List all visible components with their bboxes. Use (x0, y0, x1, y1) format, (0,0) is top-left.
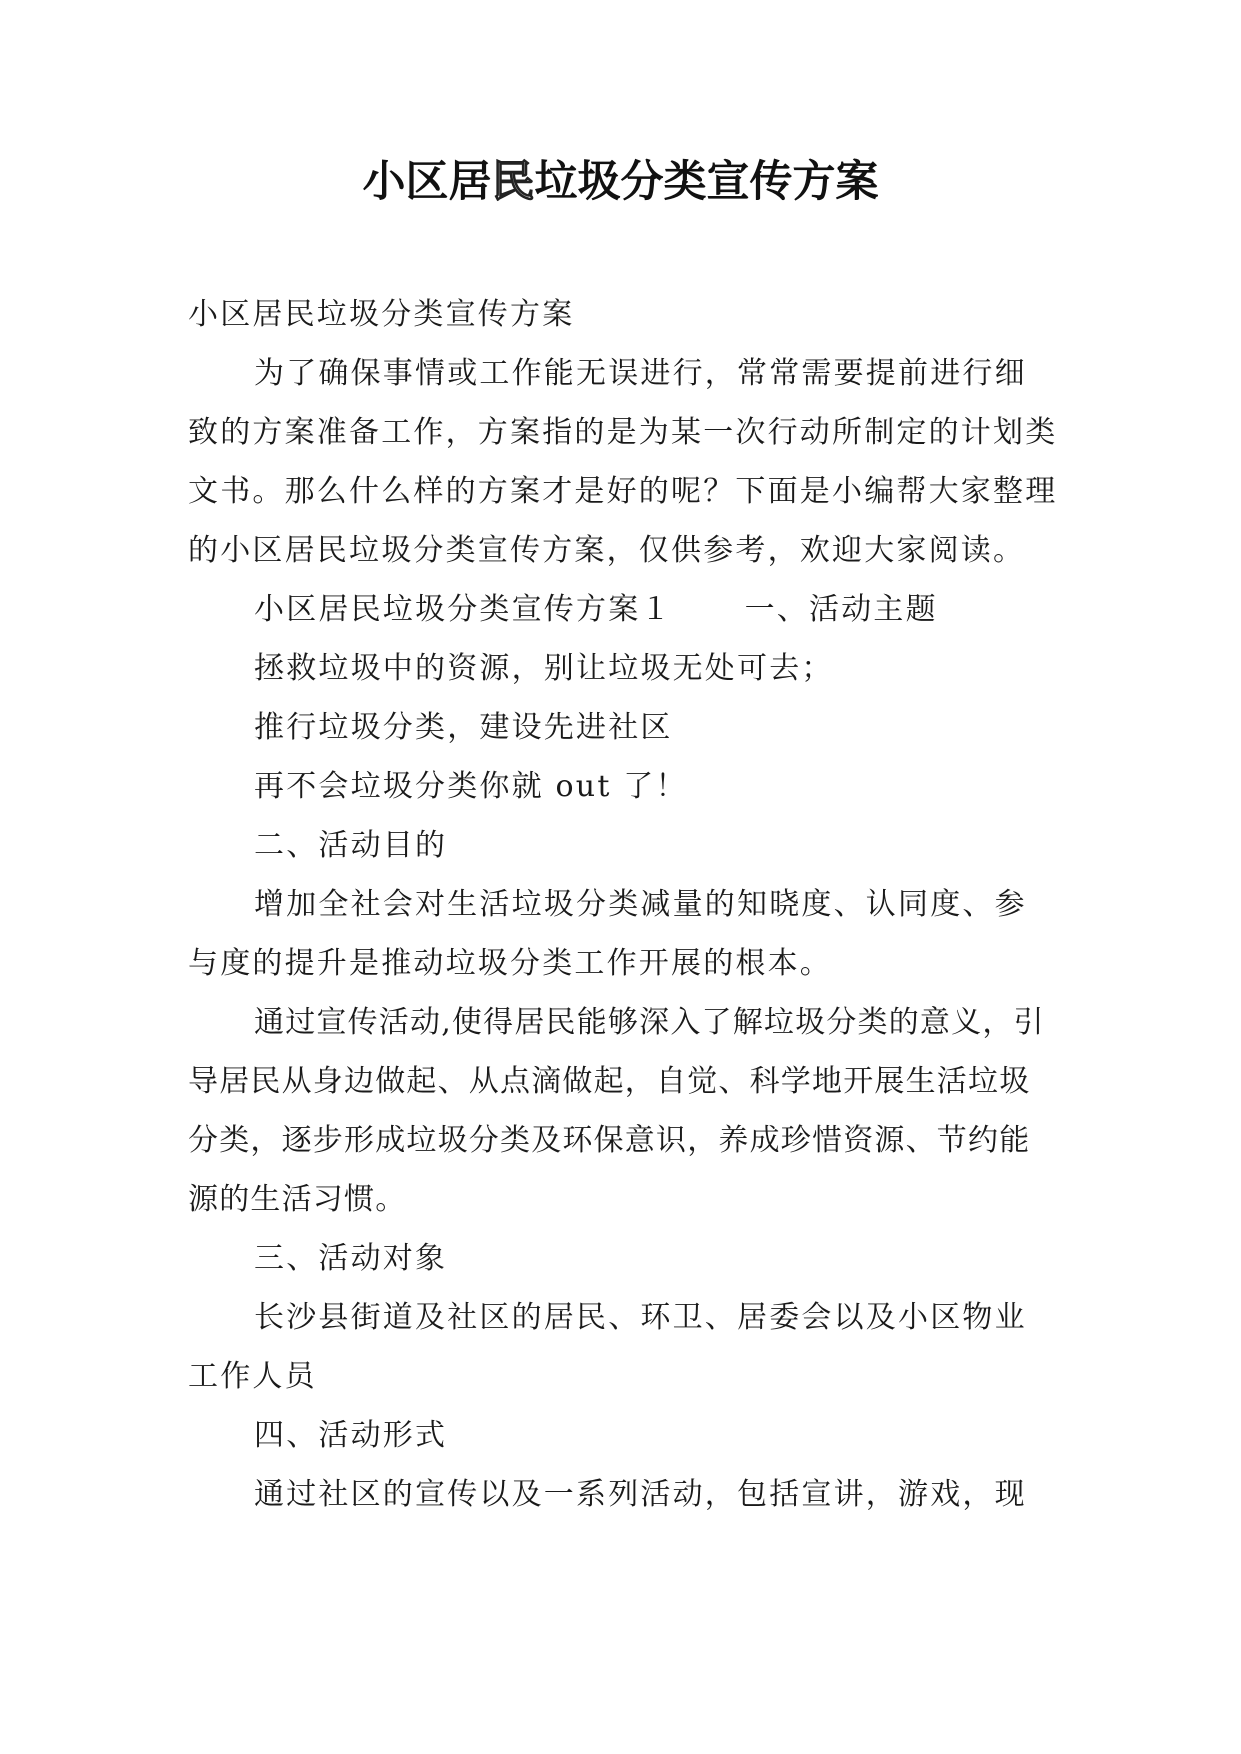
document-title (0, 152, 1241, 212)
title-outlined-char: 民 (491, 157, 535, 207)
slogan-2: 推行垃圾分类，建设先进社区 (254, 710, 673, 745)
plan-heading-line (188, 580, 1058, 639)
purpose-paragraph-1: 增加全社会对生活垃圾分类减量的知晓度、认同度、参与度的提升是推动垃圾分类工作开展的根本。 (188, 887, 1027, 981)
title-part-2: 垃圾分类宣传方案 (534, 157, 879, 207)
intro-paragraph: 为了确保事情或工作能无误进行，常常需要提前进行细致的方案准备工作，方案指的是为某一次行动所制定的计划类文书。那么什么样的方案才是好的呢？下面是小编帮大家整理的小区居民垃圾分类宣传方案，仅供参考，欢迎大家阅读。 (188, 356, 1058, 568)
section-3-heading: 三、活动对象 (254, 1241, 448, 1276)
purpose-paragraph-2: 通过宣传活动,使得居民能够深入了解垃圾分类的意义，引导居民从身边做起、从点滴做起，自觉、科学地开展生活垃圾分类，逐步形成垃圾分类及环保意识，养成珍惜资源、节约能源的生活习惯。 (188, 1005, 1045, 1217)
section-2-heading: 二、活动目的 (254, 828, 448, 863)
plan-heading: 小区居民垃圾分类宣传方案１ (254, 592, 673, 627)
slogan-1: 拯救垃圾中的资源，别让垃圾无处可去； (254, 651, 834, 686)
audience-paragraph: 长沙县街道及社区的居民、环卫、居委会以及小区物业工作人员 (188, 1300, 1027, 1394)
slogan-3: 再不会垃圾分类你就 out 了！ (254, 769, 688, 804)
document-body (188, 285, 1058, 1524)
format-paragraph: 通过社区的宣传以及一系列活动，包括宣讲，游戏，现 (254, 1477, 1027, 1512)
document-subtitle: 小区居民垃圾分类宣传方案 (188, 297, 575, 332)
title-part-1: 小区居 (362, 157, 492, 207)
section-4-heading: 四、活动形式 (254, 1418, 448, 1453)
section-1-heading: 一、活动主题 (744, 592, 938, 627)
